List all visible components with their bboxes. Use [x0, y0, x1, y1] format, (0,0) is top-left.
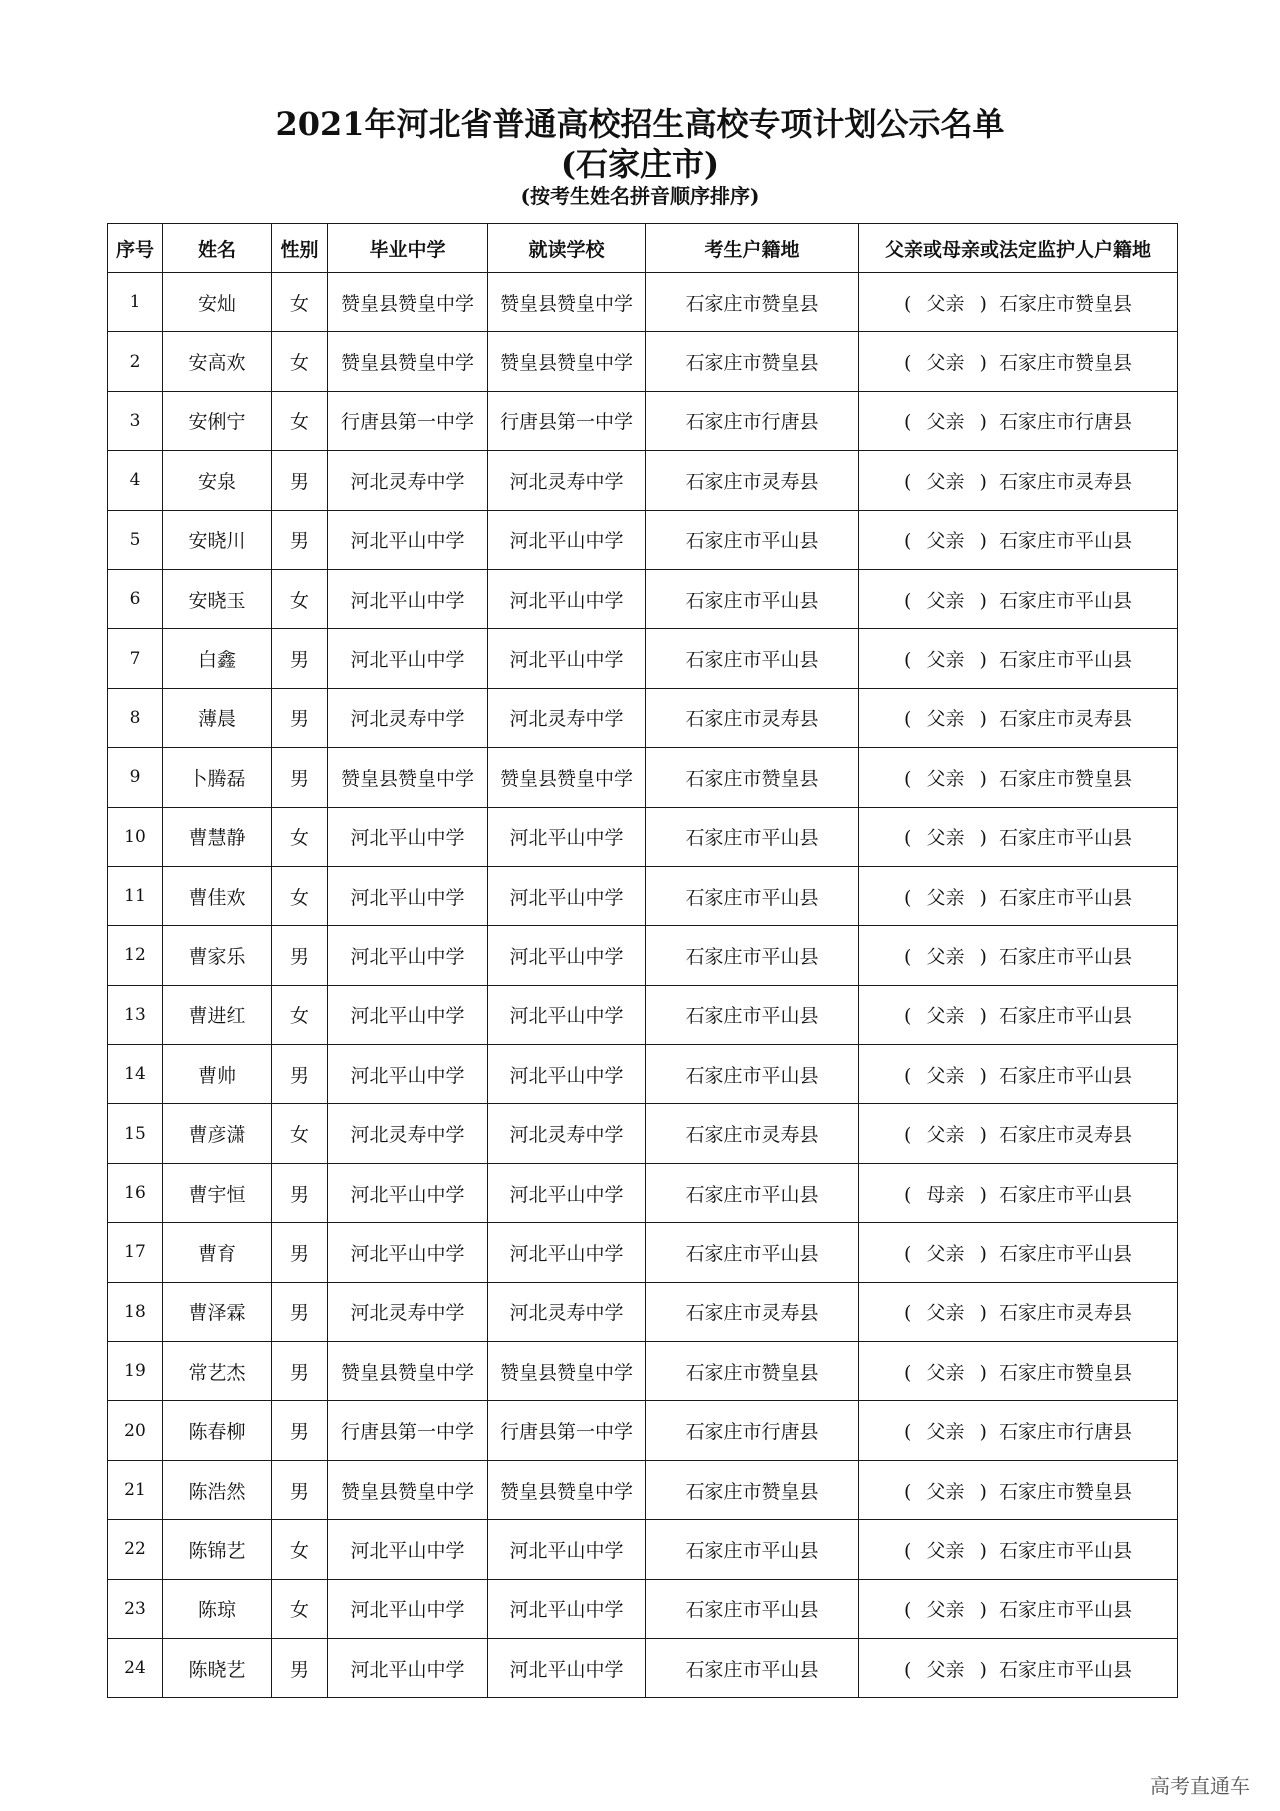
table-row [108, 1520, 1178, 1579]
cell-hukou: 石家庄市平山县 [646, 1638, 859, 1697]
table-row [108, 1460, 1178, 1519]
cell-guardian: ( 父亲 ) 石家庄市赞皇县 [859, 1460, 1178, 1519]
table-row [108, 1401, 1178, 1460]
guardian-relation: 父亲 [926, 470, 965, 493]
cell-grad-school: 河北平山中学 [328, 926, 488, 985]
guardian-hukou: 石家庄市平山县 [998, 530, 1132, 553]
cell-grad-school: 河北灵寿中学 [328, 451, 488, 510]
table-row [108, 1282, 1178, 1341]
cell-name: 曹进红 [163, 985, 272, 1044]
cell-name: 安灿 [163, 273, 272, 332]
guardian-hukou: 石家庄市平山县 [998, 589, 1132, 612]
cell-no: 7 [108, 629, 163, 688]
guardian-hukou: 石家庄市赞皇县 [998, 292, 1132, 315]
guardian-relation: 父亲 [926, 1242, 965, 1265]
guardian-relation: 父亲 [926, 1302, 965, 1325]
cell-current-school: 赞皇县赞皇中学 [488, 273, 646, 332]
guardian-relation: 父亲 [926, 1421, 965, 1444]
cell-gender: 女 [272, 985, 328, 1044]
guardian-relation: 父亲 [926, 589, 965, 612]
cell-hukou: 石家庄市灵寿县 [646, 1282, 859, 1341]
cell-gender: 男 [272, 926, 328, 985]
cell-name: 安高欢 [163, 332, 272, 391]
cell-gender: 女 [272, 1579, 328, 1638]
cell-no: 9 [108, 748, 163, 807]
table-row [108, 807, 1178, 866]
cell-no: 1 [108, 273, 163, 332]
cell-guardian: ( 父亲 ) 石家庄市平山县 [859, 1045, 1178, 1104]
cell-hukou: 石家庄市灵寿县 [646, 451, 859, 510]
cell-name: 陈春柳 [163, 1401, 272, 1460]
guardian-relation: 父亲 [926, 1124, 965, 1147]
cell-current-school: 河北灵寿中学 [488, 688, 646, 747]
roster-table [107, 223, 1178, 1698]
guardian-hukou: 石家庄市平山县 [998, 1599, 1132, 1622]
cell-guardian: ( 父亲 ) 石家庄市平山县 [859, 807, 1178, 866]
table-row [108, 451, 1178, 510]
cell-no: 20 [108, 1401, 163, 1460]
cell-hukou: 石家庄市平山县 [646, 926, 859, 985]
cell-name: 曹家乐 [163, 926, 272, 985]
cell-grad-school: 河北灵寿中学 [328, 1104, 488, 1163]
cell-current-school: 河北平山中学 [488, 629, 646, 688]
table-row [108, 629, 1178, 688]
table-row [108, 866, 1178, 925]
cell-gender: 女 [272, 1520, 328, 1579]
cell-guardian: ( 父亲 ) 石家庄市赞皇县 [859, 1342, 1178, 1401]
cell-current-school: 赞皇县赞皇中学 [488, 332, 646, 391]
cell-hukou: 石家庄市赞皇县 [646, 332, 859, 391]
cell-name: 陈琼 [163, 1579, 272, 1638]
cell-current-school: 河北平山中学 [488, 1045, 646, 1104]
guardian-relation: 父亲 [926, 945, 965, 968]
guardian-hukou: 石家庄市灵寿县 [998, 1302, 1132, 1325]
cell-grad-school: 行唐县第一中学 [328, 1401, 488, 1460]
cell-current-school: 赞皇县赞皇中学 [488, 748, 646, 807]
cell-current-school: 河北平山中学 [488, 1520, 646, 1579]
cell-guardian: ( 父亲 ) 石家庄市平山县 [859, 1520, 1178, 1579]
guardian-hukou: 石家庄市平山县 [998, 886, 1132, 909]
cell-gender: 男 [272, 688, 328, 747]
cell-no: 13 [108, 985, 163, 1044]
cell-name: 陈晓艺 [163, 1638, 272, 1697]
cell-grad-school: 河北平山中学 [328, 629, 488, 688]
cell-guardian: ( 父亲 ) 石家庄市灵寿县 [859, 1104, 1178, 1163]
cell-hukou: 石家庄市平山县 [646, 569, 859, 628]
cell-current-school: 赞皇县赞皇中学 [488, 1342, 646, 1401]
table-row [108, 1104, 1178, 1163]
cell-gender: 男 [272, 1282, 328, 1341]
cell-guardian: ( 父亲 ) 石家庄市赞皇县 [859, 748, 1178, 807]
cell-guardian: ( 父亲 ) 石家庄市灵寿县 [859, 688, 1178, 747]
cell-name: 安泉 [163, 451, 272, 510]
cell-gender: 男 [272, 1460, 328, 1519]
cell-guardian: ( 父亲 ) 石家庄市赞皇县 [859, 273, 1178, 332]
cell-grad-school: 河北平山中学 [328, 1045, 488, 1104]
table-row [108, 1163, 1178, 1222]
cell-hukou: 石家庄市平山县 [646, 1223, 859, 1282]
cell-name: 常艺杰 [163, 1342, 272, 1401]
cell-no: 8 [108, 688, 163, 747]
cell-hukou: 石家庄市赞皇县 [646, 273, 859, 332]
cell-current-school: 行唐县第一中学 [488, 391, 646, 450]
table-row [108, 510, 1178, 569]
guardian-relation: 父亲 [926, 411, 965, 434]
cell-no: 12 [108, 926, 163, 985]
cell-current-school: 河北平山中学 [488, 1638, 646, 1697]
guardian-hukou: 石家庄市赞皇县 [998, 767, 1132, 790]
cell-name: 薄晨 [163, 688, 272, 747]
cell-guardian: ( 父亲 ) 石家庄市平山县 [859, 569, 1178, 628]
cell-no: 19 [108, 1342, 163, 1401]
guardian-relation: 父亲 [926, 1361, 965, 1384]
cell-name: 曹彦潇 [163, 1104, 272, 1163]
cell-current-school: 河北灵寿中学 [488, 451, 646, 510]
cell-gender: 男 [272, 1223, 328, 1282]
cell-grad-school: 河北灵寿中学 [328, 1282, 488, 1341]
cell-current-school: 河北平山中学 [488, 510, 646, 569]
cell-grad-school: 河北平山中学 [328, 1520, 488, 1579]
table-row [108, 1223, 1178, 1282]
guardian-hukou: 石家庄市平山县 [998, 1539, 1132, 1562]
cell-current-school: 河北平山中学 [488, 985, 646, 1044]
cell-name: 白鑫 [163, 629, 272, 688]
table-row [108, 985, 1178, 1044]
cell-current-school: 河北平山中学 [488, 1163, 646, 1222]
cell-gender: 男 [272, 748, 328, 807]
cell-gender: 男 [272, 1045, 328, 1104]
guardian-hukou: 石家庄市平山县 [998, 1183, 1132, 1206]
guardian-relation: 父亲 [926, 708, 965, 731]
table-row [108, 926, 1178, 985]
cell-guardian: ( 父亲 ) 石家庄市赞皇县 [859, 332, 1178, 391]
cell-no: 22 [108, 1520, 163, 1579]
cell-hukou: 石家庄市赞皇县 [646, 1460, 859, 1519]
cell-hukou: 石家庄市平山县 [646, 510, 859, 569]
watermark: 高考直通车 [1150, 1774, 1250, 1798]
cell-name: 曹宇恒 [163, 1163, 272, 1222]
header-row [108, 224, 1178, 273]
cell-grad-school: 河北平山中学 [328, 807, 488, 866]
header-cell-no: 序号 [108, 224, 163, 273]
cell-grad-school: 河北平山中学 [328, 1223, 488, 1282]
cell-hukou: 石家庄市平山县 [646, 1520, 859, 1579]
guardian-relation: 父亲 [926, 1599, 965, 1622]
guardian-relation: 父亲 [926, 292, 965, 315]
cell-name: 安晓川 [163, 510, 272, 569]
cell-gender: 男 [272, 1163, 328, 1222]
cell-no: 21 [108, 1460, 163, 1519]
cell-no: 24 [108, 1638, 163, 1697]
cell-hukou: 石家庄市灵寿县 [646, 688, 859, 747]
sort-note: (按考生姓名拼音顺序排序) [520, 184, 760, 208]
cell-grad-school: 行唐县第一中学 [328, 391, 488, 450]
cell-current-school: 赞皇县赞皇中学 [488, 1460, 646, 1519]
table-row [108, 688, 1178, 747]
cell-guardian: ( 父亲 ) 石家庄市平山县 [859, 926, 1178, 985]
cell-grad-school: 河北平山中学 [328, 985, 488, 1044]
cell-name: 陈锦艺 [163, 1520, 272, 1579]
roster-body [108, 273, 1178, 1698]
guardian-hukou: 石家庄市平山县 [998, 1658, 1132, 1681]
table-row [108, 569, 1178, 628]
cell-grad-school: 赞皇县赞皇中学 [328, 332, 488, 391]
cell-grad-school: 河北平山中学 [328, 1163, 488, 1222]
cell-hukou: 石家庄市灵寿县 [646, 1104, 859, 1163]
cell-no: 4 [108, 451, 163, 510]
guardian-relation: 父亲 [926, 352, 965, 375]
table-row [108, 1342, 1178, 1401]
cell-hukou: 石家庄市平山县 [646, 1579, 859, 1638]
cell-grad-school: 赞皇县赞皇中学 [328, 1460, 488, 1519]
guardian-hukou: 石家庄市行唐县 [998, 411, 1132, 434]
guardian-hukou: 石家庄市赞皇县 [998, 352, 1132, 375]
cell-grad-school: 河北灵寿中学 [328, 688, 488, 747]
cell-name: 卜腾磊 [163, 748, 272, 807]
cell-guardian: ( 父亲 ) 石家庄市行唐县 [859, 391, 1178, 450]
guardian-relation: 父亲 [926, 827, 965, 850]
guardian-hukou: 石家庄市行唐县 [998, 1421, 1132, 1444]
guardian-relation: 母亲 [926, 1183, 965, 1206]
cell-guardian: ( 父亲 ) 石家庄市灵寿县 [859, 451, 1178, 510]
guardian-hukou: 石家庄市平山县 [998, 649, 1132, 672]
cell-name: 安俐宁 [163, 391, 272, 450]
header-cell-name: 姓名 [163, 224, 272, 273]
cell-guardian: ( 父亲 ) 石家庄市平山县 [859, 510, 1178, 569]
cell-hukou: 石家庄市平山县 [646, 866, 859, 925]
document-title: 2021年河北省普通高校招生高校专项计划公示名单 [275, 105, 1005, 143]
cell-grad-school: 赞皇县赞皇中学 [328, 748, 488, 807]
cell-guardian: ( 父亲 ) 石家庄市灵寿县 [859, 1282, 1178, 1341]
guardian-relation: 父亲 [926, 1005, 965, 1028]
cell-guardian: ( 父亲 ) 石家庄市平山县 [859, 1638, 1178, 1697]
cell-no: 15 [108, 1104, 163, 1163]
cell-gender: 男 [272, 1342, 328, 1401]
cell-no: 23 [108, 1579, 163, 1638]
header-cell-current-school: 就读学校 [488, 224, 646, 273]
cell-hukou: 石家庄市行唐县 [646, 391, 859, 450]
cell-grad-school: 赞皇县赞皇中学 [328, 1342, 488, 1401]
cell-gender: 女 [272, 332, 328, 391]
cell-gender: 男 [272, 1638, 328, 1697]
cell-gender: 女 [272, 1104, 328, 1163]
cell-current-school: 行唐县第一中学 [488, 1401, 646, 1460]
cell-gender: 女 [272, 391, 328, 450]
guardian-relation: 父亲 [926, 886, 965, 909]
cell-gender: 男 [272, 1401, 328, 1460]
table-row [108, 332, 1178, 391]
guardian-hukou: 石家庄市平山县 [998, 1242, 1132, 1265]
table-row [108, 391, 1178, 450]
cell-hukou: 石家庄市平山县 [646, 1045, 859, 1104]
cell-current-school: 河北平山中学 [488, 866, 646, 925]
cell-current-school: 河北灵寿中学 [488, 1282, 646, 1341]
cell-gender: 女 [272, 569, 328, 628]
cell-name: 曹佳欢 [163, 866, 272, 925]
cell-current-school: 河北平山中学 [488, 926, 646, 985]
guardian-hukou: 石家庄市赞皇县 [998, 1361, 1132, 1384]
guardian-hukou: 石家庄市灵寿县 [998, 1124, 1132, 1147]
header-cell-grad-school: 毕业中学 [328, 224, 488, 273]
cell-guardian: ( 父亲 ) 石家庄市平山县 [859, 985, 1178, 1044]
guardian-hukou: 石家庄市灵寿县 [998, 708, 1132, 731]
guardian-hukou: 石家庄市灵寿县 [998, 470, 1132, 493]
cell-name: 陈浩然 [163, 1460, 272, 1519]
cell-gender: 男 [272, 451, 328, 510]
cell-no: 10 [108, 807, 163, 866]
cell-current-school: 河北平山中学 [488, 1579, 646, 1638]
cell-name: 安晓玉 [163, 569, 272, 628]
city-subtitle: (石家庄市) [560, 145, 720, 183]
cell-hukou: 石家庄市平山县 [646, 807, 859, 866]
cell-grad-school: 河北平山中学 [328, 510, 488, 569]
cell-gender: 女 [272, 273, 328, 332]
guardian-relation: 父亲 [926, 767, 965, 790]
cell-current-school: 河北平山中学 [488, 569, 646, 628]
guardian-hukou: 石家庄市平山县 [998, 827, 1132, 850]
table-row [108, 1638, 1178, 1697]
cell-no: 11 [108, 866, 163, 925]
cell-gender: 男 [272, 510, 328, 569]
cell-name: 曹泽霖 [163, 1282, 272, 1341]
cell-guardian: ( 父亲 ) 石家庄市平山县 [859, 866, 1178, 925]
guardian-relation: 父亲 [926, 649, 965, 672]
cell-gender: 男 [272, 629, 328, 688]
cell-grad-school: 赞皇县赞皇中学 [328, 273, 488, 332]
cell-hukou: 石家庄市平山县 [646, 985, 859, 1044]
cell-hukou: 石家庄市平山县 [646, 629, 859, 688]
cell-no: 2 [108, 332, 163, 391]
cell-grad-school: 河北平山中学 [328, 1638, 488, 1697]
cell-grad-school: 河北平山中学 [328, 866, 488, 925]
table-row [108, 748, 1178, 807]
cell-current-school: 河北平山中学 [488, 1223, 646, 1282]
cell-grad-school: 河北平山中学 [328, 569, 488, 628]
cell-hukou: 石家庄市平山县 [646, 1163, 859, 1222]
cell-guardian: ( 父亲 ) 石家庄市平山县 [859, 1223, 1178, 1282]
cell-no: 14 [108, 1045, 163, 1104]
table-row [108, 1045, 1178, 1104]
cell-no: 18 [108, 1282, 163, 1341]
cell-name: 曹慧静 [163, 807, 272, 866]
cell-gender: 女 [272, 807, 328, 866]
cell-no: 6 [108, 569, 163, 628]
guardian-hukou: 石家庄市平山县 [998, 1064, 1132, 1087]
guardian-relation: 父亲 [926, 1658, 965, 1681]
cell-hukou: 石家庄市赞皇县 [646, 748, 859, 807]
cell-hukou: 石家庄市赞皇县 [646, 1342, 859, 1401]
header-cell-guardian-hukou: 父亲或母亲或法定监护人户籍地 [859, 224, 1178, 273]
cell-grad-school: 河北平山中学 [328, 1579, 488, 1638]
guardian-relation: 父亲 [926, 1539, 965, 1562]
guardian-relation: 父亲 [926, 530, 965, 553]
cell-current-school: 河北平山中学 [488, 807, 646, 866]
cell-no: 3 [108, 391, 163, 450]
cell-current-school: 河北灵寿中学 [488, 1104, 646, 1163]
header-cell-gender: 性别 [272, 224, 328, 273]
cell-name: 曹帅 [163, 1045, 272, 1104]
cell-hukou: 石家庄市行唐县 [646, 1401, 859, 1460]
guardian-hukou: 石家庄市平山县 [998, 945, 1132, 968]
table-row [108, 1579, 1178, 1638]
cell-guardian: ( 父亲 ) 石家庄市平山县 [859, 1579, 1178, 1638]
cell-no: 16 [108, 1163, 163, 1222]
cell-guardian: ( 父亲 ) 石家庄市平山县 [859, 629, 1178, 688]
table-row [108, 273, 1178, 332]
cell-no: 5 [108, 510, 163, 569]
guardian-hukou: 石家庄市赞皇县 [998, 1480, 1132, 1503]
guardian-relation: 父亲 [926, 1064, 965, 1087]
guardian-relation: 父亲 [926, 1480, 965, 1503]
guardian-hukou: 石家庄市平山县 [998, 1005, 1132, 1028]
cell-gender: 女 [272, 866, 328, 925]
cell-no: 17 [108, 1223, 163, 1282]
cell-guardian: ( 母亲 ) 石家庄市平山县 [859, 1163, 1178, 1222]
header-cell-hukou: 考生户籍地 [646, 224, 859, 273]
cell-name: 曹育 [163, 1223, 272, 1282]
cell-guardian: ( 父亲 ) 石家庄市行唐县 [859, 1401, 1178, 1460]
